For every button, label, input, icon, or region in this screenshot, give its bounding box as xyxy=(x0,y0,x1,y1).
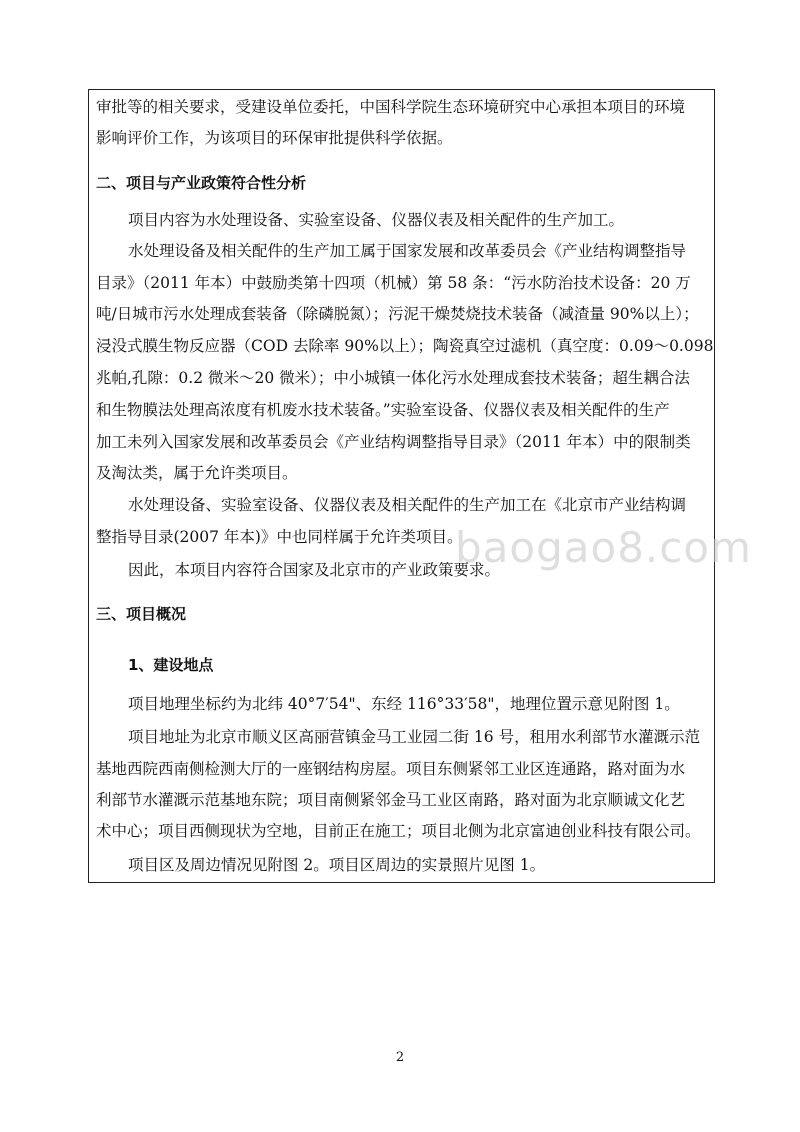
text-line: 整指导目录(2007 年本)》中也同样属于允许类项目。 xyxy=(96,528,463,546)
subsection-heading-location: 1、建设地点 xyxy=(128,656,214,674)
text-line: 和生物膜法处理高浓度有机废水技术装备。”实验室设备、仪器仪表及相关配件的生产 xyxy=(96,401,670,419)
text-line: 及淘汰类，属于允许类项目。 xyxy=(96,464,298,482)
text-line: 项目地址为北京市顺义区高丽营镇金马工业园二街 16 号，租用水利部节水灌溉示范 xyxy=(128,728,701,746)
text-line: 项目内容为水处理设备、实验室设备、仪器仪表及相关配件的生产加工。 xyxy=(128,211,625,229)
text-line: 加工未列入国家发展和改革委员会《产业结构调整指导目录》（2011 年本）中的限制类 xyxy=(96,433,691,451)
text-line: 影响评价工作，为该项目的环保审批提供科学依据。 xyxy=(96,129,453,147)
text-line: 基地西院西南侧检测大厅的一座钢结构房屋。项目东侧紧邻工业区连通路，路对面为水 xyxy=(96,760,686,778)
text-line: 水处理设备及相关配件的生产加工属于国家发展和改革委员会《产业结构调整指导 xyxy=(128,242,687,260)
text-line: 浸没式膜生物反应器（COD 去除率 90%以上）；陶瓷真空过滤机（真空度：0.09～0.098 xyxy=(96,337,714,355)
page-number: 2 xyxy=(395,1050,405,1065)
text-line: 水处理设备、实验室设备、仪器仪表及相关配件的生产加工在《北京市产业结构调 xyxy=(128,496,687,514)
text-line: 利部节水灌溉示范基地东院；项目南侧紧邻金马工业区南路，路对面为北京顺诚文化艺 xyxy=(96,791,686,809)
section-heading-overview: 三、项目概况 xyxy=(96,605,187,623)
section-heading-policy: 二、项目与产业政策符合性分析 xyxy=(96,174,307,192)
text-line: 目录》（2011 年本）中鼓励类第十四项（机械）第 58 条：“污水防治技术设备：20 万 xyxy=(96,274,691,292)
watermark: baogao8.com xyxy=(455,523,752,572)
text-line: 因此，本项目内容符合国家及北京市的产业政策要求。 xyxy=(128,561,501,579)
text-line: 术中心；项目西侧现状为空地，目前正在施工；项目北侧为北京富迪创业科技有限公司。 xyxy=(96,822,701,840)
text-line: 项目区及周边情况见附图 2。项目区周边的实景照片见图 1。 xyxy=(128,856,546,874)
text-line: 审批等的相关要求，受建设单位委托，中国科学院生态环境研究中心承担本项目的环境 xyxy=(96,98,686,116)
text-line: 吨/日城市污水处理成套装备（除磷脱氮）；污泥干燥焚烧技术装备（减渣量 90%以上）； xyxy=(96,305,699,323)
text-line: 兆帕,孔隙：0.2 微米～20 微米）；中小城镇一体化污水处理成套技术装备；超生耦合法 xyxy=(96,369,690,387)
text-line: 项目地理坐标约为北纬 40°7′54"、东经 116°33′58"，地理位置示意见附图 1。 xyxy=(128,695,680,713)
